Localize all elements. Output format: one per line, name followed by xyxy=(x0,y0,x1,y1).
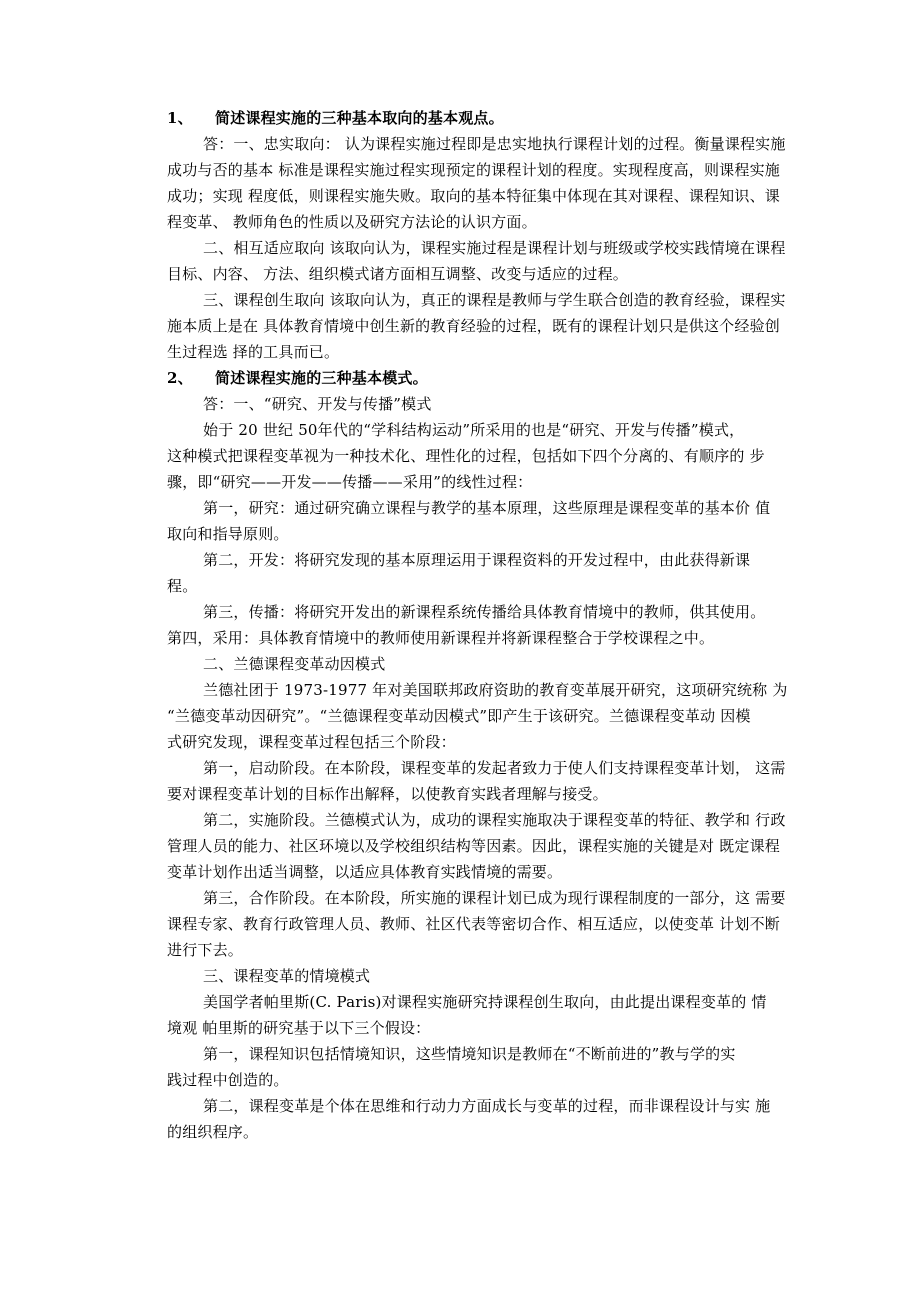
q2-line: 始于 20 世纪 50年代的“学科结构运动”所采用的也是“研究、开发与传播”模式， xyxy=(203,421,745,439)
q2-line: 进行下去。 xyxy=(167,941,244,959)
q1-line: 三、课程创生取向 该取向认为，真正的课程是教师与学生联合创造的教育经验，课程实 xyxy=(203,291,786,309)
q2-line: 骤，即“研究——开发——传播——采用”的线性过程： xyxy=(167,473,533,491)
q2-line: 第一，课程知识包括情境知识，这些情境知识是教师在“不断前进的”教与学的实 xyxy=(203,1045,736,1063)
q1-line: 程变革、 教师角色的性质以及研究方法论的认识方面。 xyxy=(167,213,537,231)
q2-line: 三、课程变革的情境模式 xyxy=(203,967,371,985)
q1-line: 成功；实现 程度低，则课程实施失败。取向的基本特征集中体现在其对课程、课程知识、课 xyxy=(167,187,780,205)
q2-line: 的组织程序。 xyxy=(167,1123,259,1141)
q2-line: 美国学者帕里斯(C. Paris)对课程实施研究持课程创生取向，由此提出课程变革的 情 xyxy=(203,993,767,1011)
q2-line: 第三，合作阶段。在本阶段，所实施的课程计划已成为现行课程制度的一部分，这 需要 xyxy=(203,889,786,907)
q2-line: 第一，研究：通过研究确立课程与教学的基本原理，这些原理是课程变革的基本价 值 xyxy=(203,499,771,517)
q2-line: 第二，开发：将研究发现的基本原理运用于课程资料的开发过程中，由此获得新课 xyxy=(203,551,751,569)
question-2-number: 2、 xyxy=(167,369,193,387)
q1-line: 答：一、忠实取向： 认为课程实施过程即是忠实地执行课程计划的过程。衡量课程实施 xyxy=(203,135,786,153)
q2-line: 课程专家、教育行政管理人员、教师、社区代表等密切合作、相互适应，以使变革 计划不断 xyxy=(167,915,780,933)
q2-line: 程。 xyxy=(167,577,198,595)
q2-line: “兰德变革动因研究”。“兰德课程变革动因模式”即产生于该研究。兰德课程变革动 因模 xyxy=(167,707,751,725)
q2-line: 二、兰德课程变革动因模式 xyxy=(203,655,386,673)
question-1-number: 1、 xyxy=(167,109,193,127)
q2-line: 第一，启动阶段。在本阶段，课程变革的发起者致力于使人们支持课程变革计划， 这需 xyxy=(203,759,786,777)
q1-line: 二、相互适应取向 该取向认为，课程实施过程是课程计划与班级或学校实践情境在课程 xyxy=(203,239,786,257)
q2-line: 要对课程变革计划的目标作出解释，以使教育实践者理解与接受。 xyxy=(167,785,608,803)
q2-line: 境观 帕里斯的研究基于以下三个假设： xyxy=(167,1019,431,1037)
q2-line: 第三，传播：将研究开发出的新课程系统传播给具体教育情境中的教师，供其使用。 xyxy=(203,603,766,621)
q2-line: 第二，课程变革是个体在思维和行动力方面成长与变革的过程，而非课程设计与实 施 xyxy=(203,1097,771,1115)
q1-line: 目标、内容、 方法、组织模式诸方面相互调整、改变与适应的过程。 xyxy=(167,265,628,283)
q2-line: 第二，实施阶段。兰德模式认为，成功的课程实施取决于课程变革的特征、教学和 行政 xyxy=(203,811,786,829)
q2-line: 式研究发现，课程变革过程包括三个阶段： xyxy=(167,733,456,751)
q1-line: 生过程选 择的工具而已。 xyxy=(167,343,340,361)
q2-line: 取向和指导原则。 xyxy=(167,525,289,543)
q2-line: 答：一、“研究、开发与传播”模式 xyxy=(203,395,432,413)
q2-line: 变革计划作出适当调整，以适应具体教育实践情境的需要。 xyxy=(167,863,563,881)
q1-line: 成功与否的基本 标准是课程实施过程实现预定的课程计划的程度。实现程度高，则课程实施 xyxy=(167,161,780,179)
q2-line: 管理人员的能力、社区环境以及学校组织结构等因素。因此，课程实施的关键是对 既定课程 xyxy=(167,837,780,855)
q2-line: 第四，采用：具体教育情境中的教师使用新课程并将新课程整合于学校课程之中。 xyxy=(167,629,715,647)
q2-line: 兰德社团于 1973-1977 年对美国联邦政府资助的教育变革展开研究，这项研究统称 为 xyxy=(203,681,788,699)
q1-line: 施本质上是在 具体教育情境中创生新的教育经验的过程，既有的课程计划只是供这个经验创 xyxy=(167,317,780,335)
q2-line: 这种模式把课程变革视为一种技术化、理性化的过程，包括如下四个分离的、有顺序的 步 xyxy=(167,447,765,465)
question-1-heading xyxy=(167,108,504,128)
q2-line: 践过程中创造的。 xyxy=(167,1071,289,1089)
question-2-heading xyxy=(167,368,428,388)
question-1-title: 简述课程实施的三种基本取向的基本观点。 xyxy=(215,109,504,127)
question-2-title: 简述课程实施的三种基本模式。 xyxy=(215,369,428,387)
